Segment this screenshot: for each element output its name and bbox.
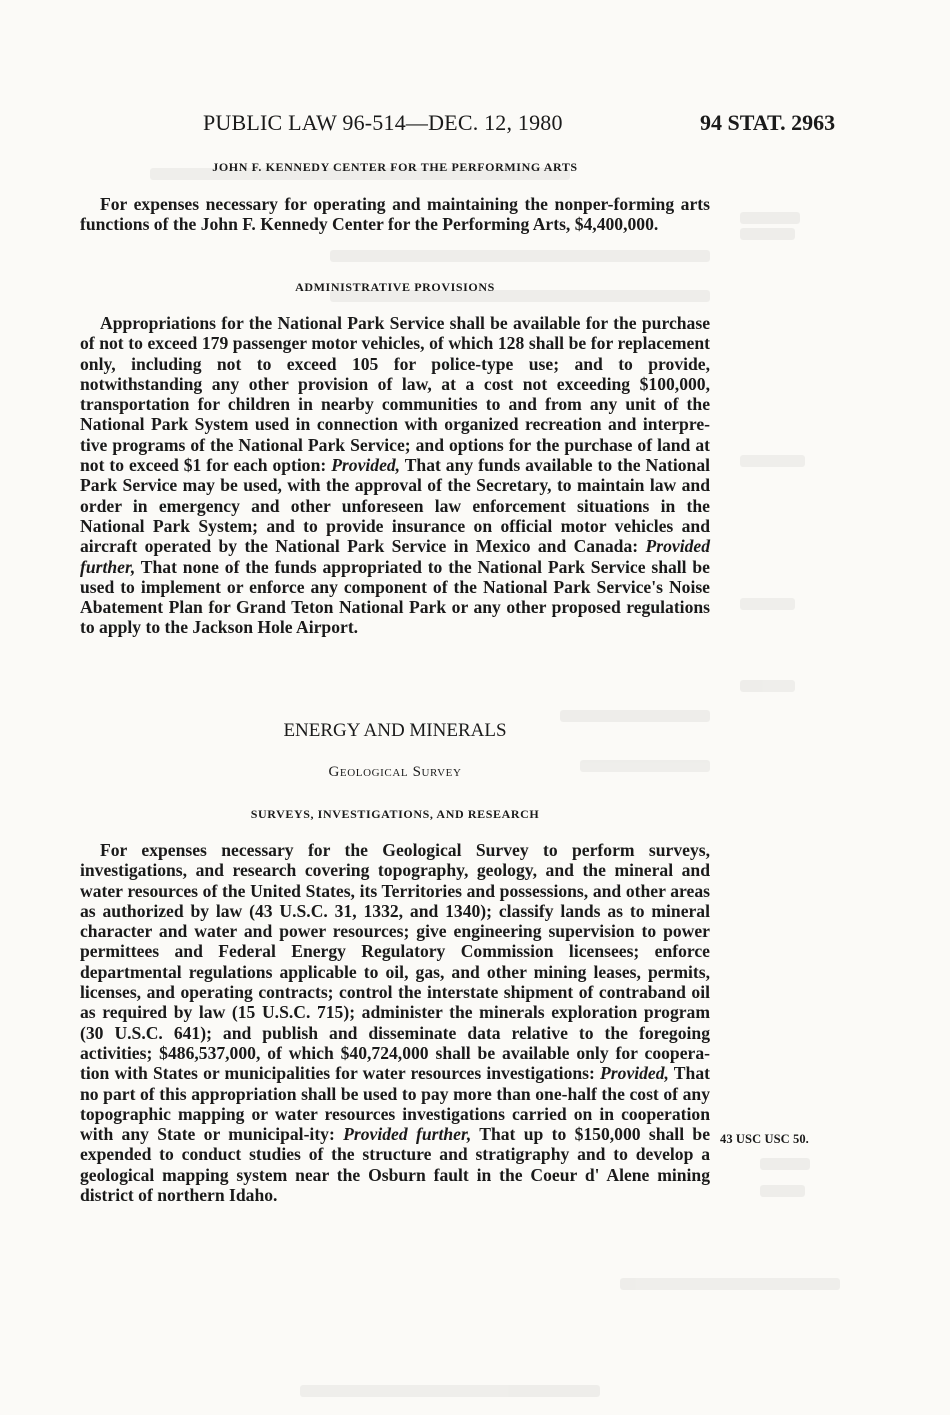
geo-text-part-2: That no part of this appropriation shall be used to pay more than one-half the cost of any topographic mapping or water resources investigations carried on in cooperation with any State or municipal-ity:	[80, 1063, 710, 1145]
administrative-provisions-heading: ADMINISTRATIVE PROVISIONS	[295, 280, 495, 294]
page-header	[0, 110, 950, 142]
energy-and-minerals-heading: ENERGY AND MINERALS	[283, 720, 507, 741]
kennedy-center-heading: JOHN F. KENNEDY CENTER FOR THE PERFORMING ARTS	[212, 160, 578, 174]
kennedy-center-paragraph: For expenses necessary for operating and maintaining the nonper-forming arts functions of the John F. Kennedy Center for the Performing Arts, $4,400,000.	[80, 194, 710, 235]
admin-text-part-1: Appropriations for the National Park Service shall be available for the purchase of not to exceed 179 passenger motor vehicles, of which 128 shall be for replacement only, including not to exceed 105 for police-type use; and to provide, notwithstanding any other provision of law, at a cost not exceeding $100,000, transportation for children in nearby communities to and from any unit of the National Park System used in connection with organized recreation and interpre-tive programs of the National Park Service; and options for the purchase of land at not to exceed $1 for each option:	[80, 313, 710, 476]
geo-provided-further-emphasis: Provided further,	[343, 1124, 472, 1145]
geo-provided-emphasis: Provided,	[600, 1063, 669, 1084]
admin-text-part-3: That none of the funds appropriated to the National Park Service shall be used to implement or enforce any component of the National Park Service's Noise Abatement Plan for Grand Teton National Park or any other proposed regulations to apply to the Jackson Hole Airport.	[80, 556, 710, 638]
provided-further-emphasis: Provided further,	[80, 536, 710, 577]
geo-text-part-3: That up to $150,000 shall be expended to conduct studies of the structure and stratigraphy and to develop a geological mapping system near the Osburn fault in the Coeur d' Alene mining district of northern Idaho.	[80, 1124, 710, 1206]
statute-page-number: 94 STAT. 2963	[700, 110, 836, 135]
margin-citation-note: 43 USC USC 50.	[720, 1132, 809, 1146]
surveys-heading: SURVEYS, INVESTIGATIONS, AND RESEARCH	[250, 807, 540, 821]
geological-survey-heading: Geological Survey	[328, 764, 462, 780]
public-law-citation: PUBLIC LAW 96-514—DEC. 12, 1980	[203, 110, 563, 135]
provided-emphasis: Provided,	[331, 455, 401, 476]
geological-survey-paragraph	[80, 840, 710, 1205]
geo-text-part-1: For expenses necessary for the Geological Survey to perform surveys, investigations, and research covering topography, geology, and the mineral and water resources of the United States, its Territories and possessions, and other areas as authorized by law (43 U.S.C. 31, 1332, and 1340); classify lands as to mineral character and water and power resources; give engineering supervision to power permittees and Federal Energy Regulatory Commission licensees; enforce departmental regulations applicable to oil, gas, and other mining leases, permits, licenses, and operating contracts; control the interstate shipment of contraband oil as required by law (15 U.S.C. 715); administer the minerals exploration program (30 U.S.C. 641); and publish and disseminate data relative to the foregoing activities; $486,537,000, of which $40,724,000 shall be available only for coopera-tion with States or municipalities for water resources investigations:	[80, 840, 710, 1084]
administrative-provisions-paragraph	[80, 313, 710, 638]
admin-text-part-2: That any funds available to the National Park Service may be used, with the approval of the Secretary, to maintain law and order in emergency and other unforeseen law enforcement situations in the National Park System; and to provide insurance on official motor vehicles and aircraft operated by the National Park Service in Mexico and Canada:	[80, 455, 710, 557]
